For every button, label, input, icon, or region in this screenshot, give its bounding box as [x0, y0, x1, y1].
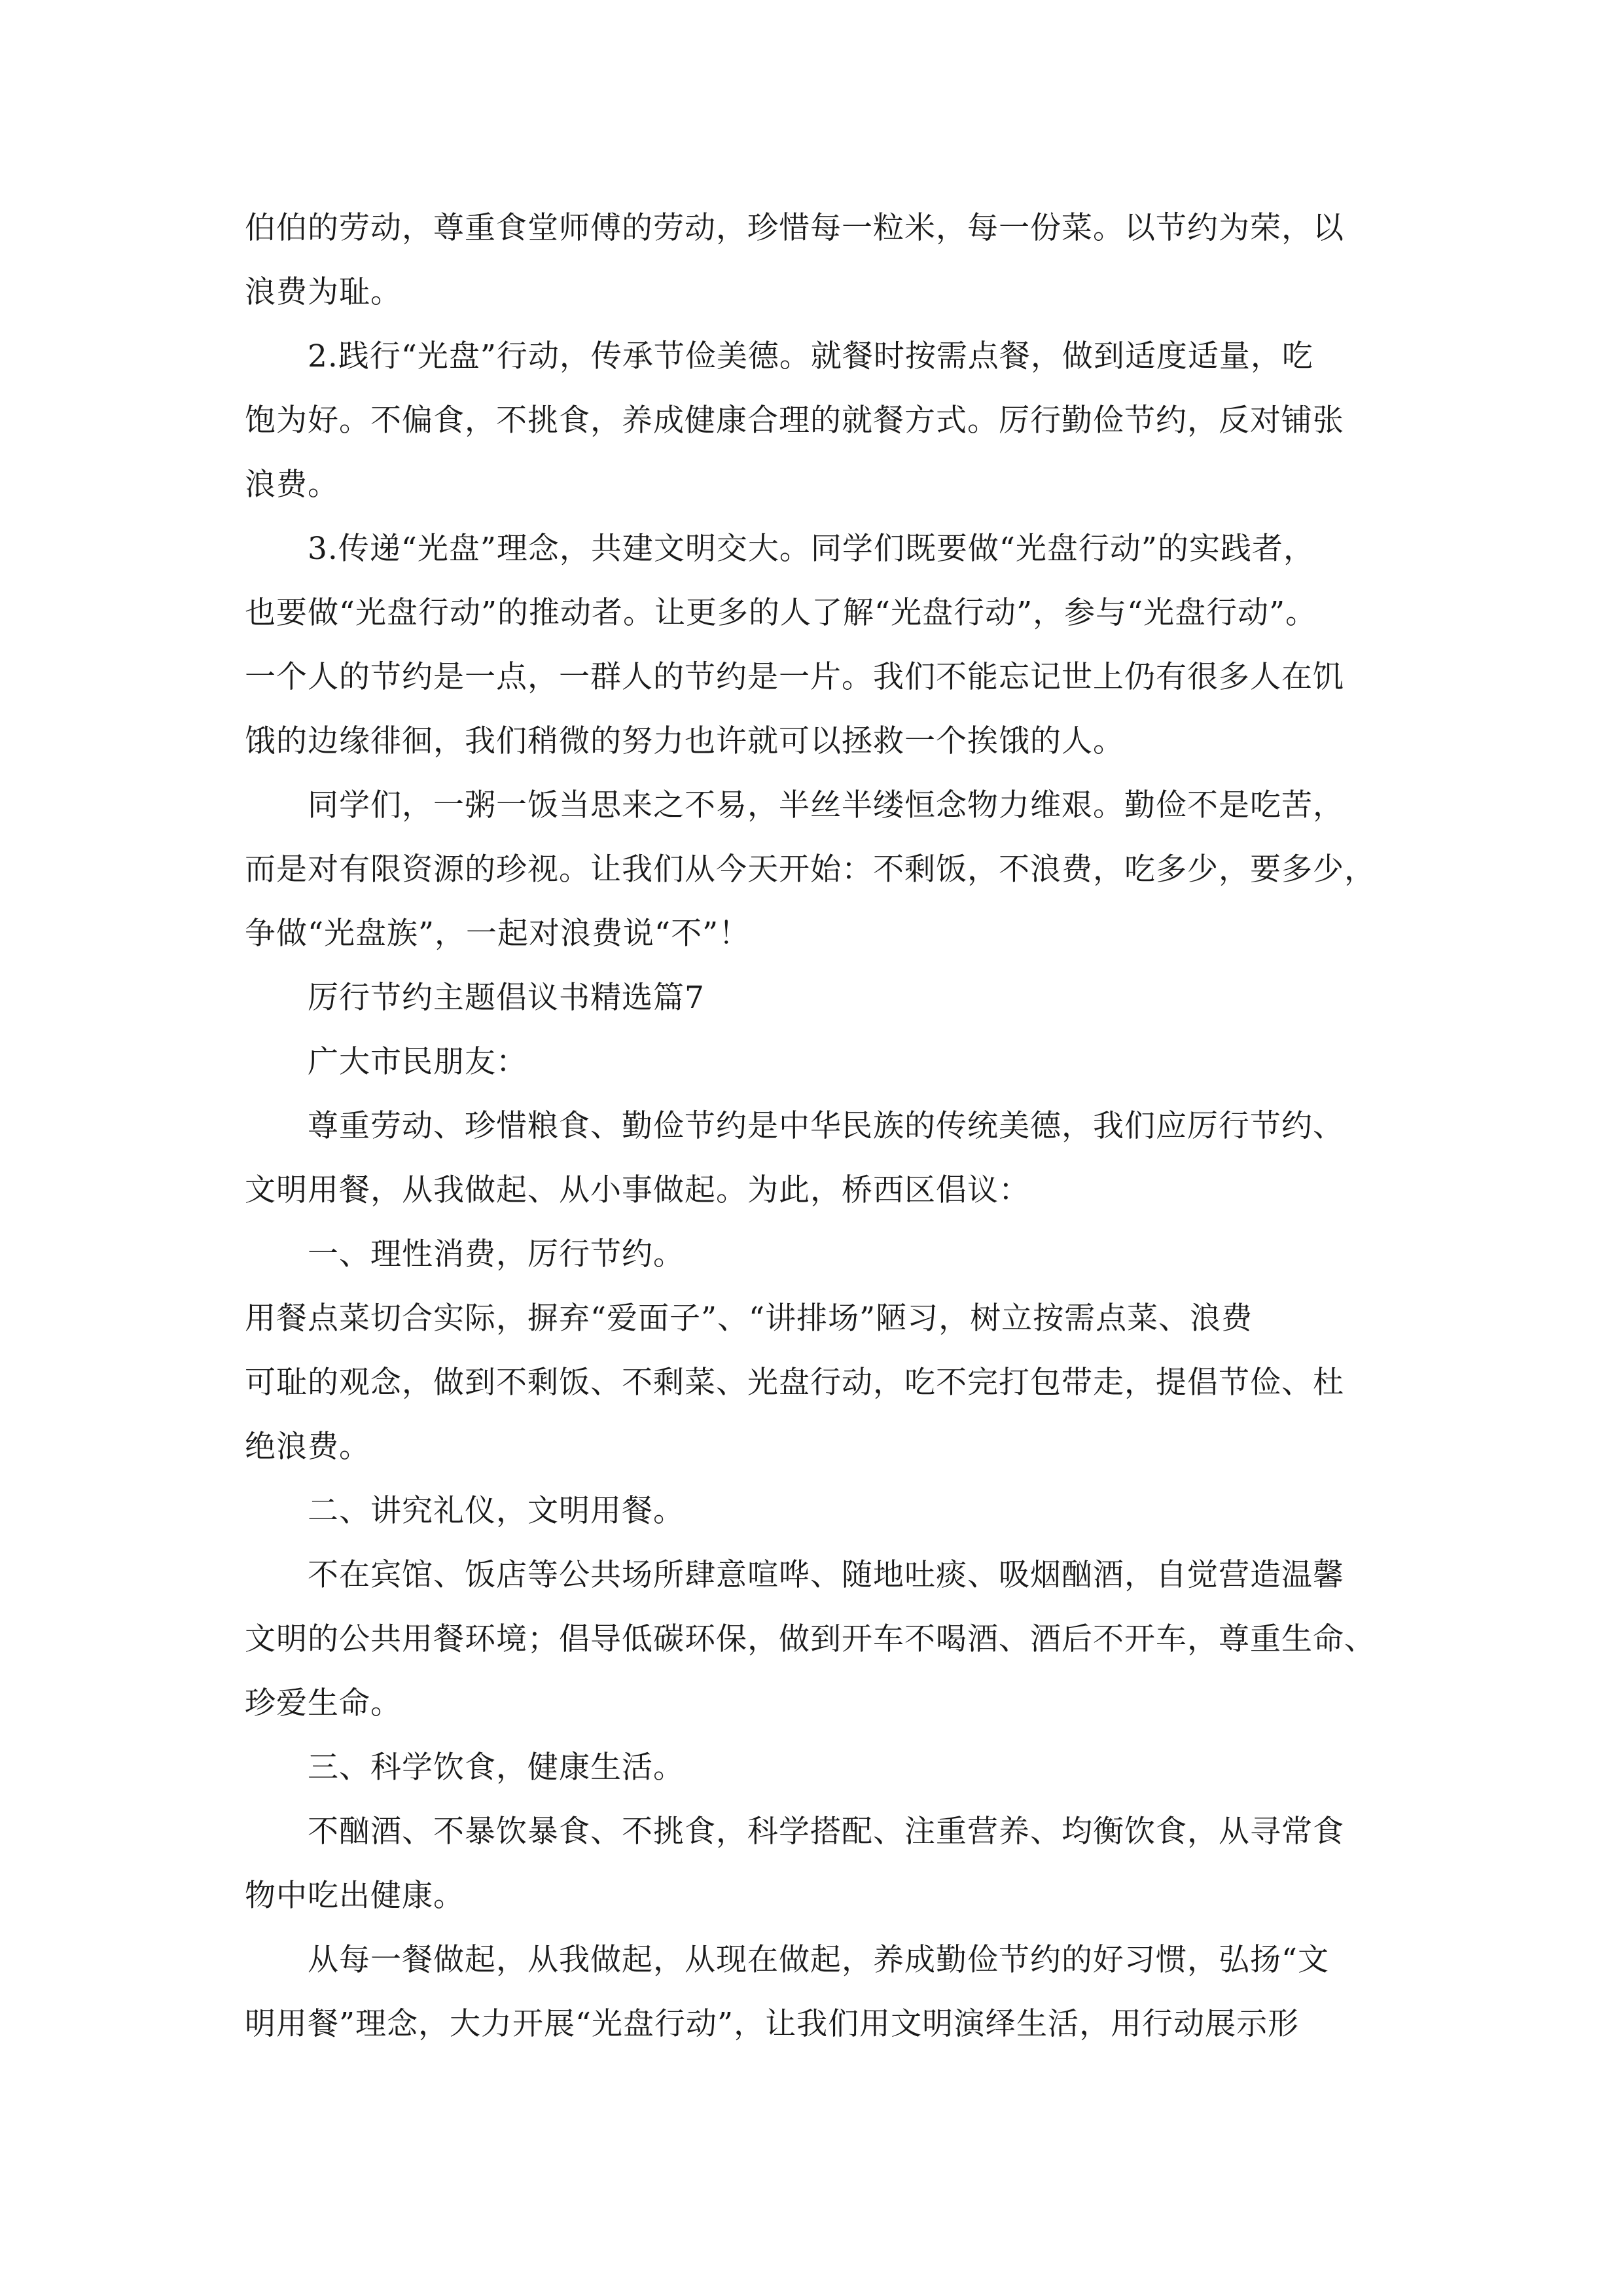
text-line: 浪费为耻。	[245, 274, 402, 310]
text-line: 浪费。	[245, 467, 339, 503]
text-line: 同学们，一粥一饭当思来之不易，半丝半缕恒念物力维艰。勤俭不是吃苦，	[308, 787, 1344, 823]
text-line: 不酗酒、不暴饮暴食、不挑食，科学搭配、注重营养、均衡饮食，从寻常食	[308, 1814, 1344, 1850]
document-body	[245, 196, 1383, 2056]
text-line: 也要做“光盘行动”的推动者。让更多的人了解“光盘行动”，参与“光盘行动”。	[245, 595, 1317, 631]
text-line: 广大市民朋友：	[308, 1044, 527, 1080]
text-line: 文明的公共用餐环境；倡导低碳环保，做到开车不喝酒、酒后不开车，尊重生命、	[245, 1621, 1376, 1657]
text-line: 厉行节约主题倡议书精选篇7	[308, 980, 705, 1016]
text-line: 争做“光盘族”，一起对浪费说“不”！	[245, 916, 751, 952]
text-line: 一、理性消费，厉行节约。	[308, 1236, 685, 1272]
text-line: 珍爱生命。	[245, 1685, 402, 1721]
text-line: 明用餐”理念，大力开展“光盘行动”，让我们用文明演绎生活，用行动展示形	[245, 2006, 1300, 2042]
text-line: 3.传递“光盘”理念，共建文明交大。同学们既要做“光盘行动”的实践者，	[308, 531, 1315, 567]
text-line: 物中吃出健康。	[245, 1878, 465, 1914]
text-line: 饱为好。不偏食，不挑食，养成健康合理的就餐方式。厉行勤俭节约，反对铺张	[245, 403, 1344, 439]
text-line: 绝浪费。	[245, 1429, 370, 1465]
text-line: 用餐点菜切合实际，摒弃“爱面子”、“讲排场”陋习，树立按需点菜、浪费	[245, 1300, 1253, 1336]
text-line: 一个人的节约是一点，一群人的节约是一片。我们不能忘记世上仍有很多人在饥	[245, 659, 1344, 695]
text-line: 文明用餐，从我做起、从小事做起。为此，桥西区倡议：	[245, 1172, 1030, 1208]
text-line: 饿的边缘徘徊，我们稍微的努力也许就可以拯救一个挨饿的人。	[245, 723, 1124, 759]
text-line: 二、讲究礼仪，文明用餐。	[308, 1493, 685, 1529]
text-line: 可耻的观念，做到不剩饭、不剩菜、光盘行动，吃不完打包带走，提倡节俭、杜	[245, 1365, 1344, 1401]
text-line: 2.践行“光盘”行动，传承节俭美德。就餐时按需点餐，做到适度适量，吃	[308, 338, 1313, 374]
text-line: 伯伯的劳动，尊重食堂师傅的劳动，珍惜每一粒米，每一份菜。以节约为荣，以	[245, 210, 1344, 246]
text-line: 三、科学饮食，健康生活。	[308, 1749, 685, 1785]
text-line: 不在宾馆、饭店等公共场所肆意喧哗、随地吐痰、吸烟酗酒，自觉营造温馨	[308, 1557, 1344, 1593]
text-line: 尊重劳动、珍惜粮食、勤俭节约是中华民族的传统美德，我们应厉行节约、	[308, 1108, 1344, 1144]
text-line: 而是对有限资源的珍视。让我们从今天开始：不剩饭，不浪费，吃多少，要多少，	[245, 852, 1376, 888]
text-line: 从每一餐做起，从我做起，从现在做起，养成勤俭节约的好习惯，弘扬“文	[308, 1942, 1330, 1978]
